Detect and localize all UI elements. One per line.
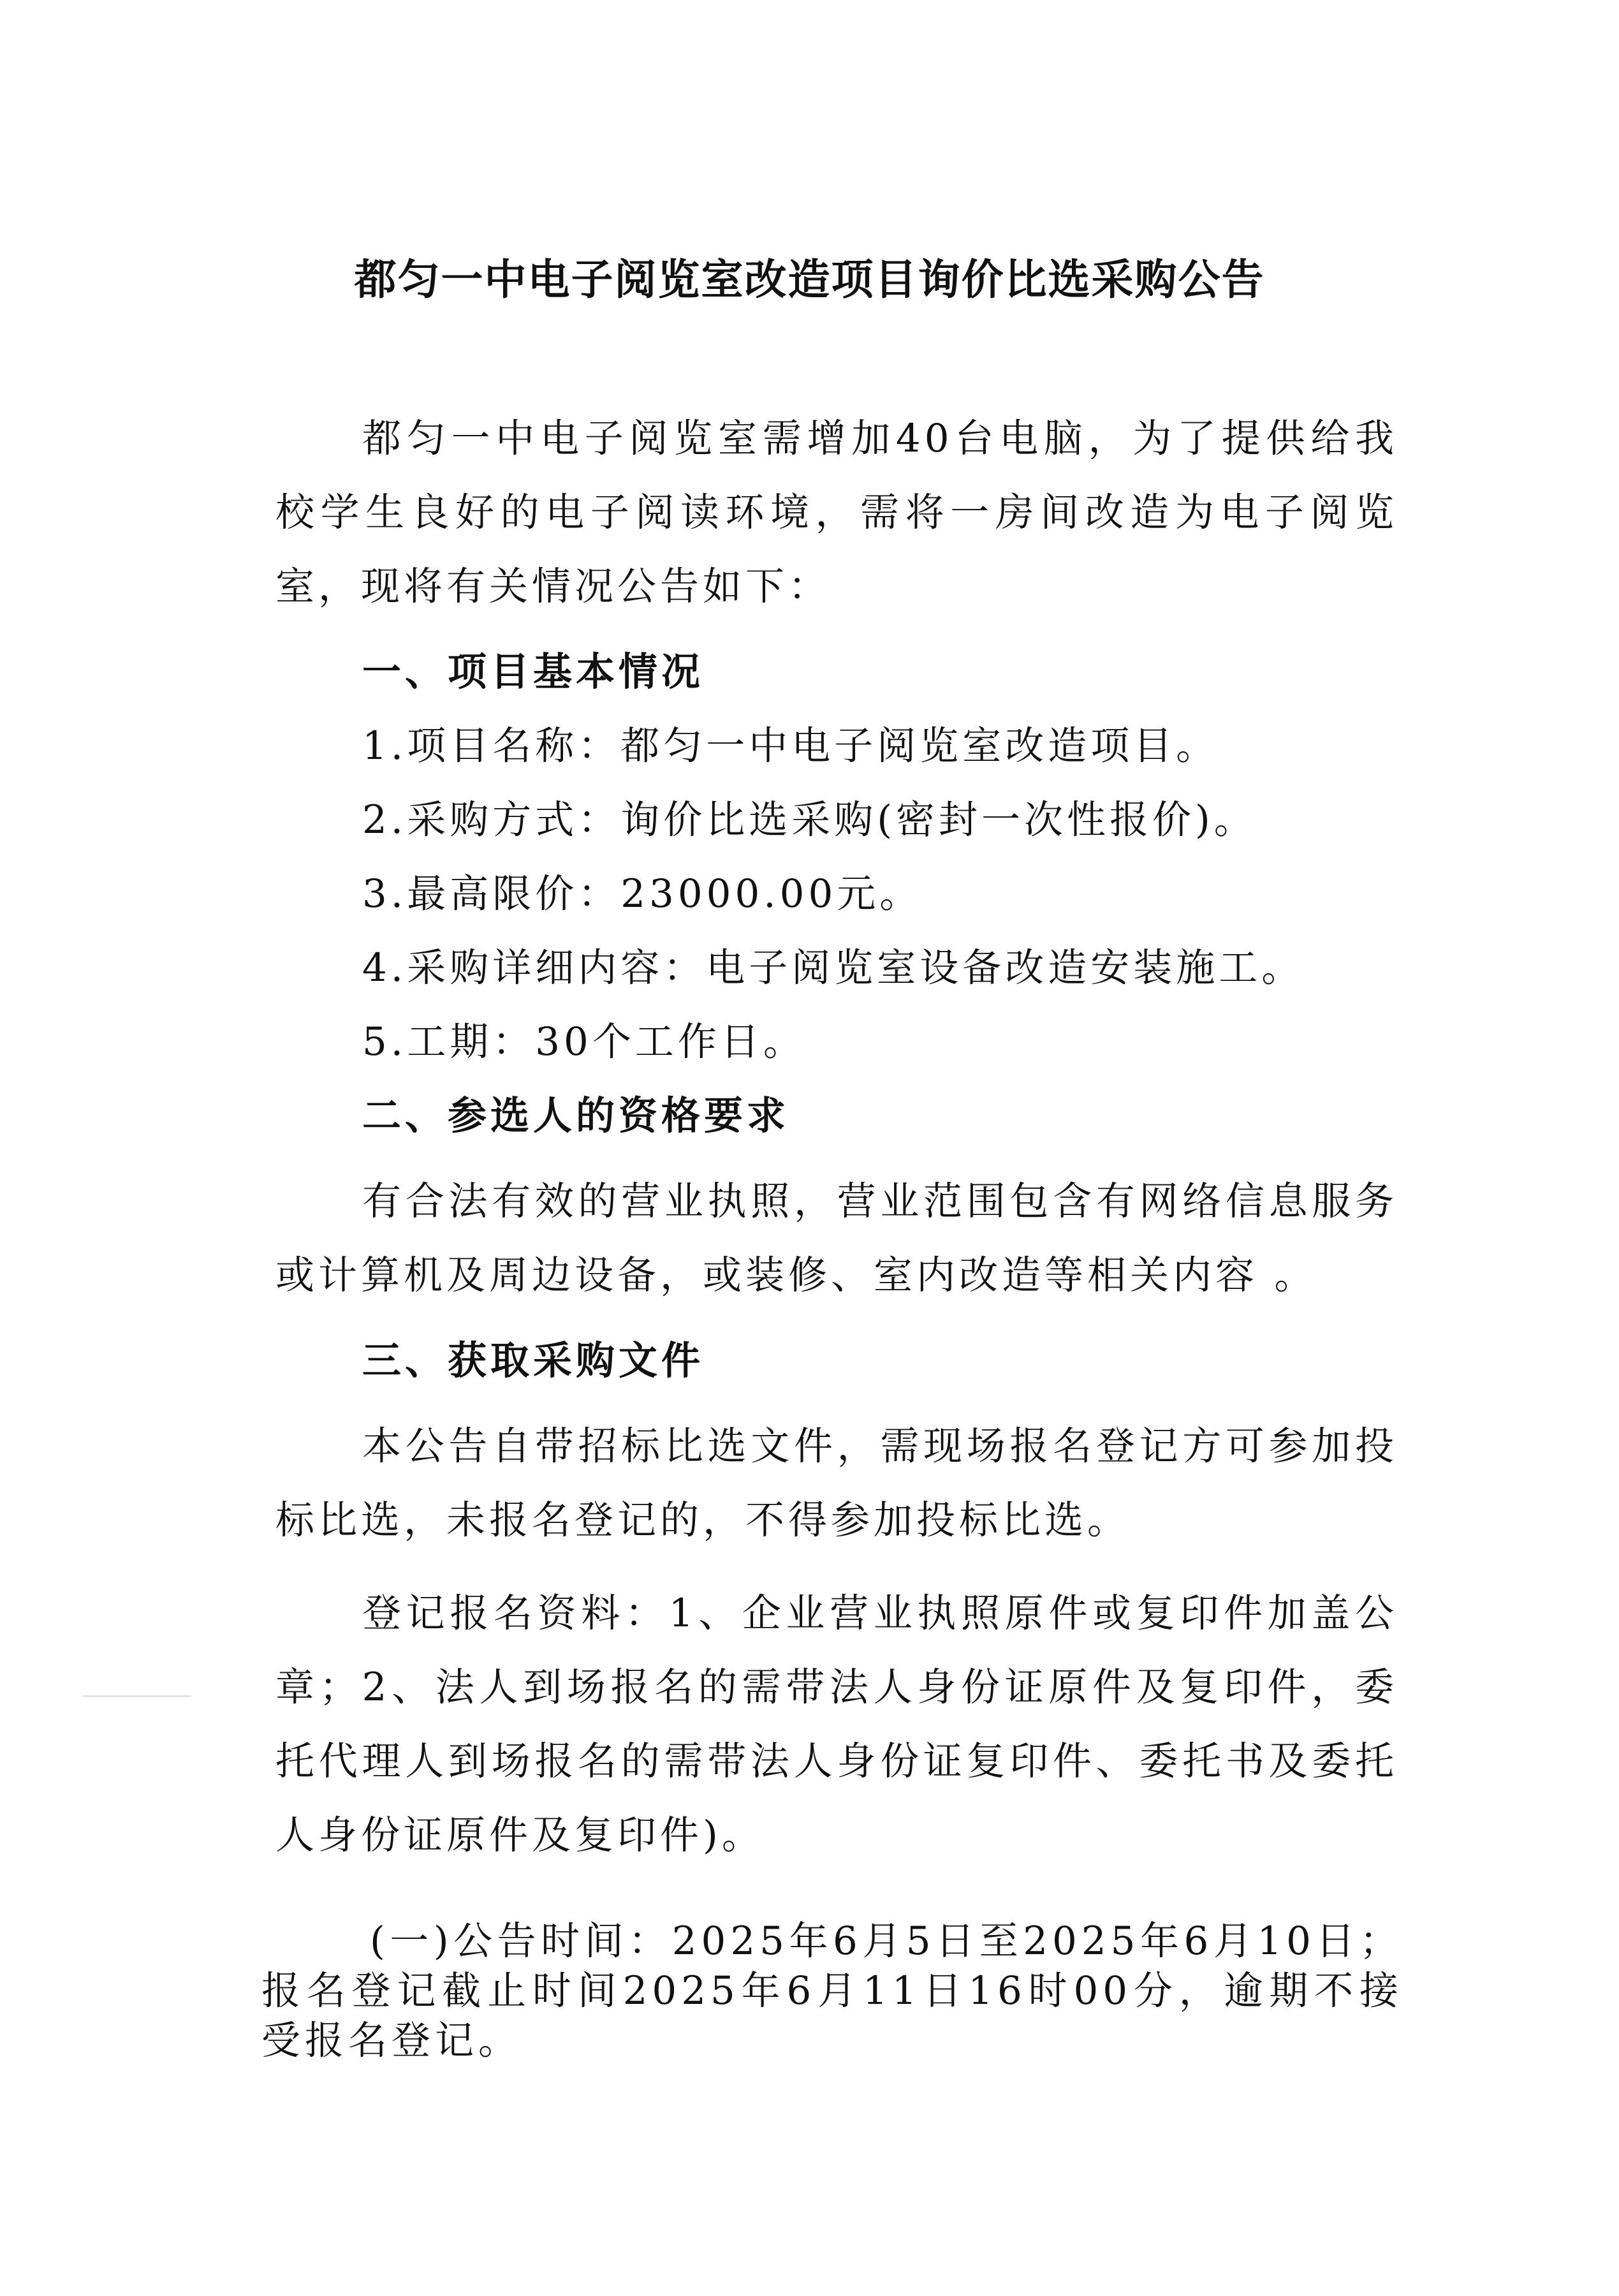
- registration-materials-paragraph: 登记报名资料：1、企业营业执照原件或复印件加盖公章；2、法人到场报名的需带法人身份证原件及复印件，委托代理人到场报名的需带法人身份证复印件、委托书及委托人身份证原件及复印件)。: [275, 1591, 1398, 1858]
- scan-edge-mark: [83, 1695, 191, 1697]
- document-title: 都匀一中电子阅览室改造项目询价比选采购公告: [354, 255, 1265, 304]
- document-body: [275, 402, 1398, 1873]
- project-item-name: 1.项目名称：都匀一中电子阅览室改造项目。: [362, 723, 1219, 769]
- notice-time-block: [261, 1917, 1403, 2066]
- qualifications-paragraph: 有合法有效的营业执照，营业范围包含有网络信息服务或计算机及周边设备，或装修、室内改造等相关内容 。: [275, 1179, 1398, 1298]
- project-item-duration: 5.工期：30个工作日。: [362, 1019, 806, 1064]
- intro-paragraph: 都匀一中电子阅览室需增加40台电脑，为了提供给我校学生良好的电子阅读环境，需将一房间改造为电子阅览室，现将有关情况公告如下：: [275, 416, 1398, 609]
- notice-time-paragraph: (一)公告时间：2025年6月5日至2025年6月10日；报名登记截止时间2025年6月11日16时00分，逾期不接受报名登记。: [261, 1918, 1403, 2063]
- section-heading-project-info: 一、项目基本情况: [362, 649, 705, 695]
- obtain-documents-paragraph: 本公告自带招标比选文件，需现场报名登记方可参加投标比选，未报名登记的，不得参加投标比选。: [275, 1424, 1398, 1543]
- section-heading-qualifications: 二、参选人的资格要求: [362, 1093, 790, 1138]
- project-item-price-limit: 3.最高限价：23000.00元。: [362, 871, 923, 916]
- project-item-method: 2.采购方式：询价比选采购(密封一次性报价)。: [362, 797, 1257, 843]
- project-item-content: 4.采购详细内容：电子阅览室设备改造安装施工。: [362, 945, 1305, 990]
- section-heading-obtain-documents: 三、获取采购文件: [362, 1338, 705, 1383]
